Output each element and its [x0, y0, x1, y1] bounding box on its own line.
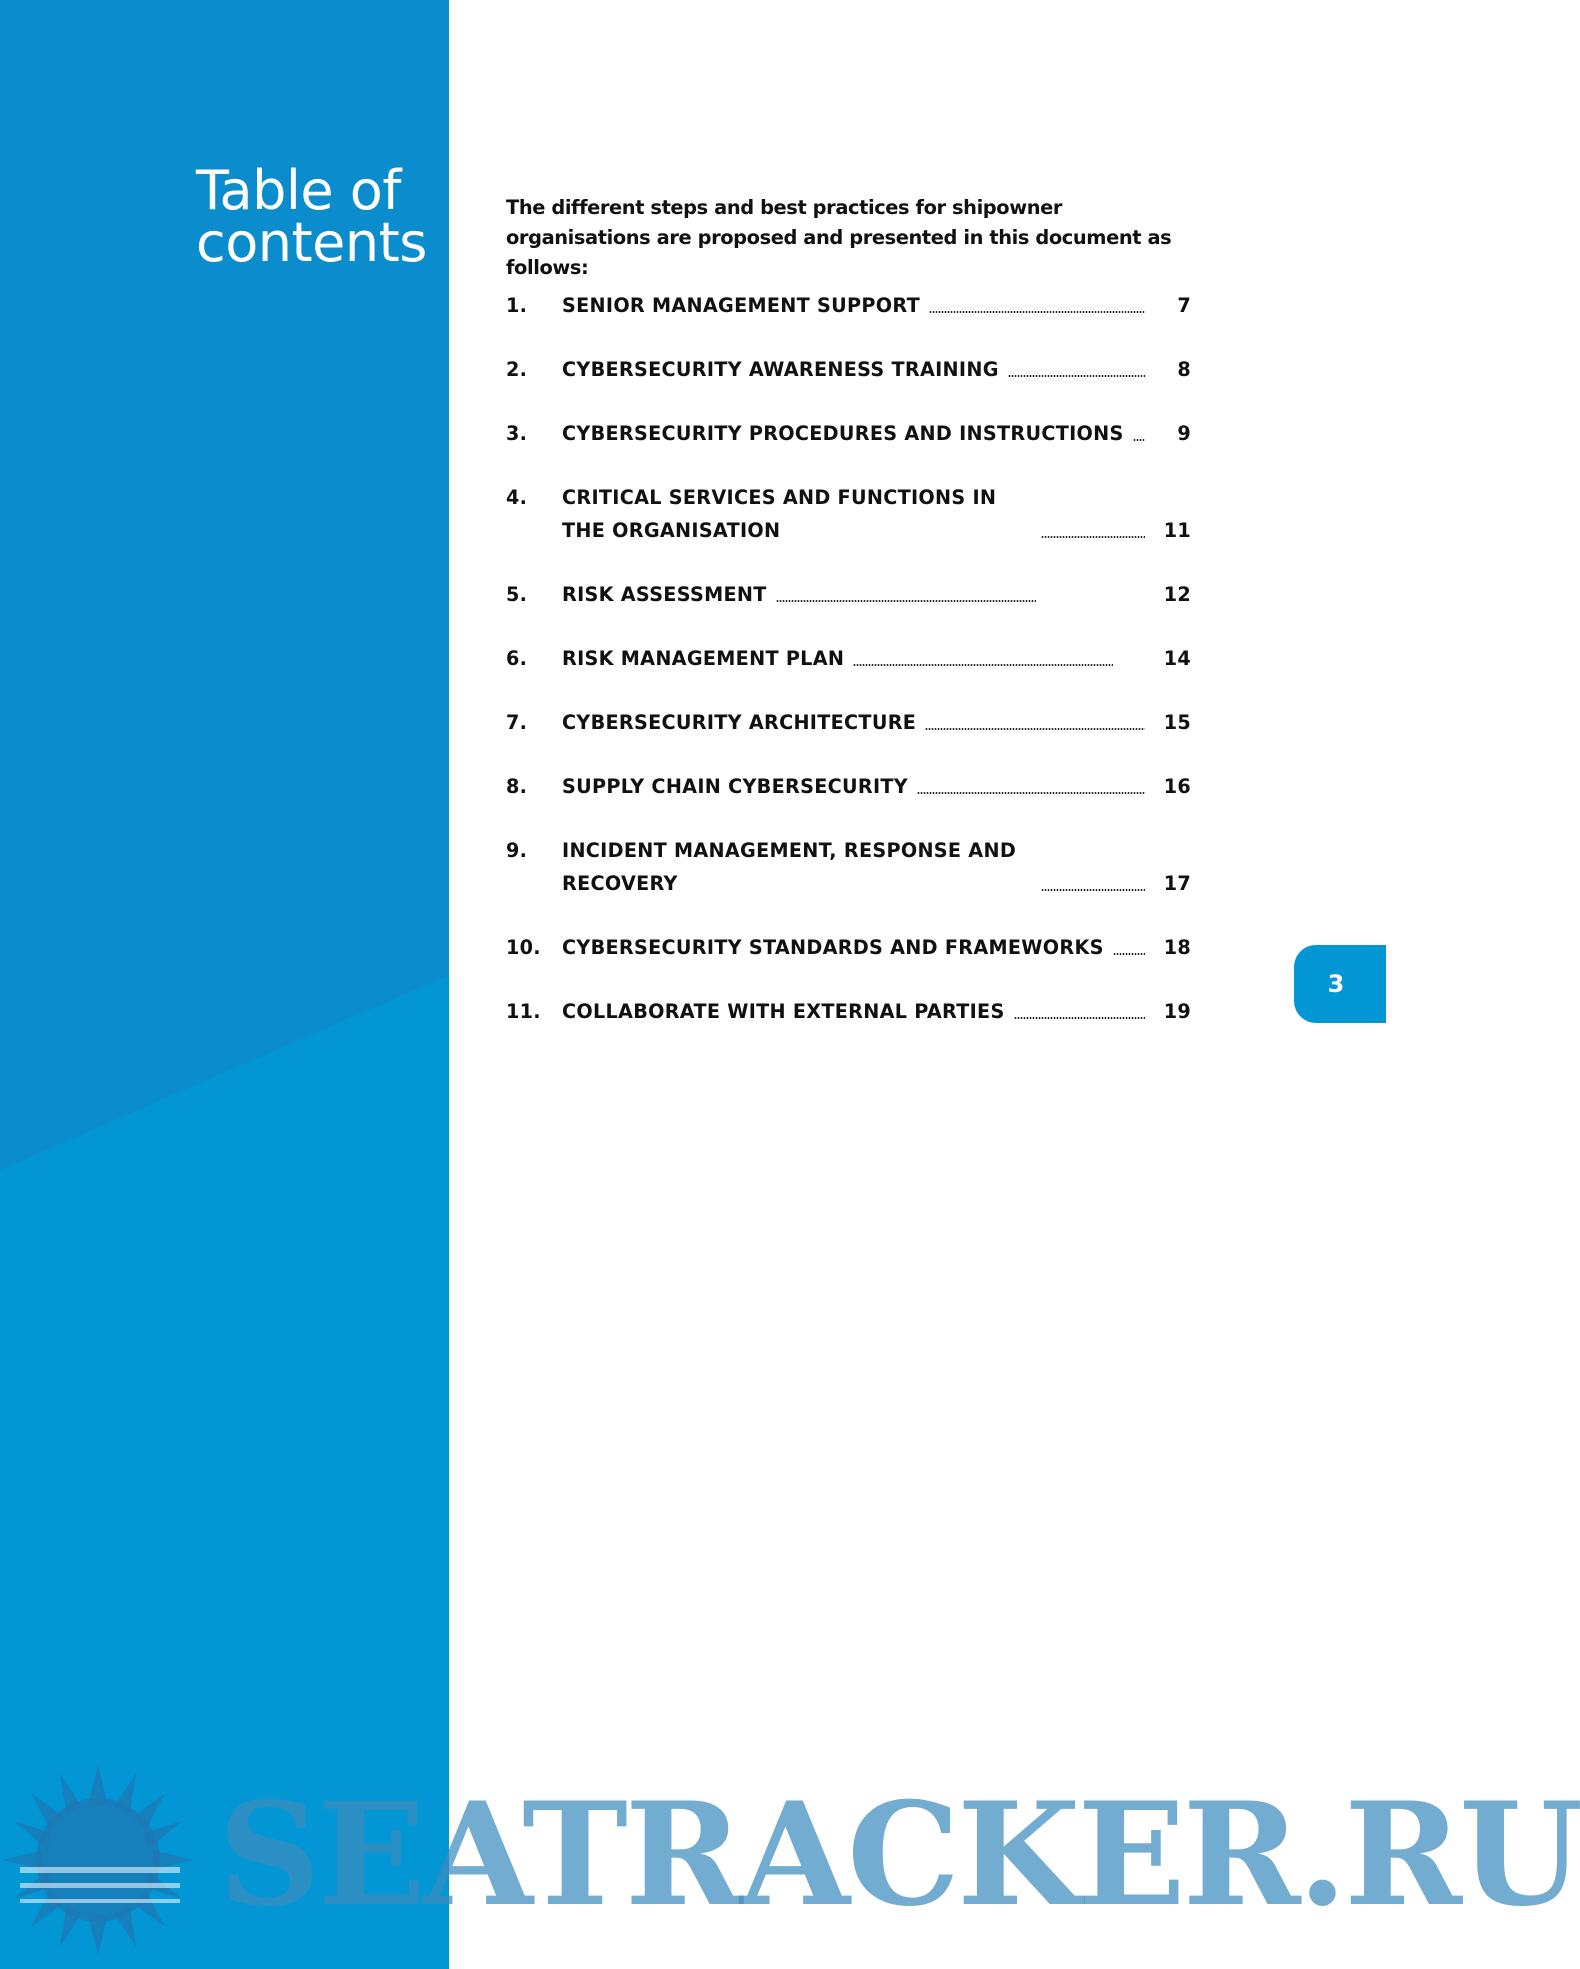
toc-number: 9. — [506, 839, 528, 862]
toc-number: 8. — [506, 775, 528, 798]
toc-item-5[interactable] — [506, 578, 1191, 611]
toc-page: 18 — [1163, 936, 1191, 959]
watermark-text: SEATRACKER.RU — [218, 1772, 1580, 1938]
toc-page: 11 — [1163, 519, 1191, 542]
toc-leader-dots — [1041, 536, 1145, 538]
toc-item-9[interactable] — [506, 834, 1191, 900]
toc-title: SENIOR MANAGEMENT SUPPORT — [562, 294, 920, 317]
toc-page: 8 — [1177, 358, 1191, 381]
toc-leader-dots — [853, 664, 1113, 666]
toc-title: CYBERSECURITY AWARENESS TRAINING — [562, 358, 999, 381]
toc-number: 5. — [506, 583, 528, 606]
toc-page: 14 — [1163, 647, 1191, 670]
toc-title: INCIDENT MANAGEMENT, RESPONSE AND RECOVERY — [562, 839, 1017, 895]
toc-number: 3. — [506, 422, 528, 445]
toc-leader-dots — [1113, 953, 1145, 955]
toc-page: 12 — [1163, 583, 1191, 606]
intro-paragraph: The different steps and best practices for shipowner organisations are proposed and presented in this document as follows: — [506, 196, 1172, 279]
toc-title: CYBERSECURITY ARCHITECTURE — [562, 711, 917, 734]
toc-leader-dots — [917, 792, 1145, 794]
page-number-tab: 3 — [1294, 945, 1386, 1023]
toc-number: 6. — [506, 647, 528, 670]
toc-number: 10. — [506, 936, 541, 959]
toc-title: RISK ASSESSMENT — [562, 583, 767, 606]
toc-leader-dots — [929, 311, 1145, 313]
toc-title: CRITICAL SERVICES AND FUNCTIONS IN THE ORGANISATION — [562, 486, 997, 542]
toc-leader-dots — [1008, 375, 1145, 377]
toc-item-11[interactable] — [506, 995, 1191, 1028]
toc-number: 11. — [506, 1000, 541, 1023]
toc-item-7[interactable] — [506, 706, 1191, 739]
toc-leader-dots — [1014, 1017, 1145, 1019]
toc-item-1[interactable] — [506, 289, 1191, 322]
toc-item-2[interactable] — [506, 353, 1191, 386]
toc-number: 7. — [506, 711, 528, 734]
sidebar-panel — [0, 0, 449, 1969]
toc-page: 19 — [1163, 1000, 1191, 1023]
toc-leader-dots — [1041, 889, 1145, 891]
toc-item-10[interactable] — [506, 931, 1191, 964]
page-title — [196, 159, 427, 274]
toc-title: SUPPLY CHAIN CYBERSECURITY — [562, 775, 908, 798]
page-title-line2: contents — [196, 211, 427, 274]
toc-title: CYBERSECURITY PROCEDURES AND INSTRUCTIONS — [562, 422, 1124, 445]
toc-item-8[interactable] — [506, 770, 1191, 803]
toc-title: RISK MANAGEMENT PLAN — [562, 647, 845, 670]
toc-item-6[interactable] — [506, 642, 1191, 675]
toc-title: COLLABORATE WITH EXTERNAL PARTIES — [562, 1000, 1005, 1023]
page-title-line1: Table of — [196, 159, 401, 222]
toc-page: 9 — [1177, 422, 1191, 445]
toc-item-3[interactable] — [506, 417, 1191, 450]
sidebar-shade-shape — [0, 0, 449, 1969]
toc-number: 4. — [506, 486, 528, 509]
toc-leader-dots — [776, 600, 1036, 602]
toc-number: 2. — [506, 358, 528, 381]
toc-leader-dots — [925, 728, 1145, 730]
toc-list — [506, 289, 1191, 1059]
toc-leader-dots — [1133, 439, 1145, 441]
toc-page: 15 — [1163, 711, 1191, 734]
toc-page: 17 — [1163, 872, 1191, 895]
toc-page: 16 — [1163, 775, 1191, 798]
toc-number: 1. — [506, 294, 528, 317]
toc-title: CYBERSECURITY STANDARDS AND FRAMEWORKS — [562, 936, 1104, 959]
toc-item-4[interactable] — [506, 481, 1191, 547]
toc-page: 7 — [1177, 294, 1191, 317]
